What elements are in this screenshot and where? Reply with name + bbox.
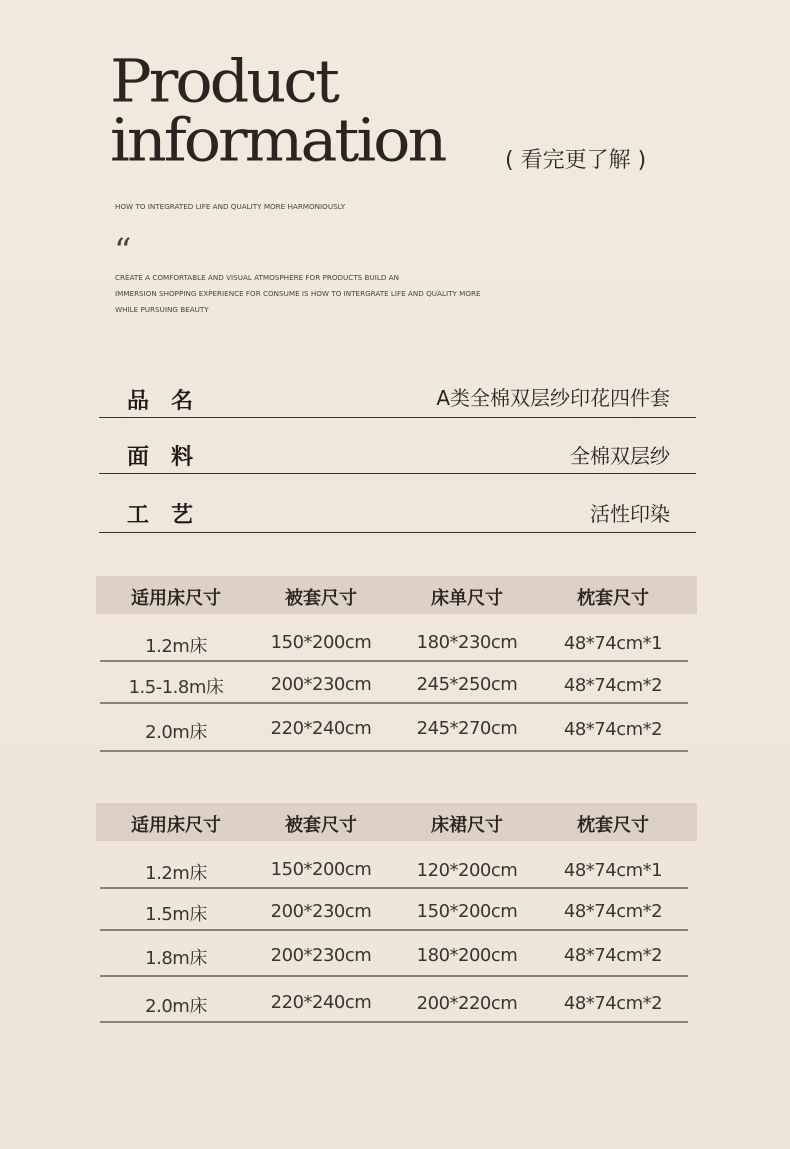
chinese-subtitle: ( 看完更了解 ) xyxy=(505,148,647,173)
header-cell: 枕套尺寸 xyxy=(577,815,649,836)
table-cell: 220*240cm xyxy=(270,718,372,739)
table-header xyxy=(96,803,697,841)
tagline: HOW TO INTEGRATED LIFE AND QUALITY MORE HARMONIOUSLY xyxy=(115,202,346,211)
info-label: 面料 xyxy=(127,445,216,470)
table-row xyxy=(96,841,697,889)
product-info-list xyxy=(99,364,696,533)
header-cell: 适用床尺寸 xyxy=(131,815,221,836)
table-row xyxy=(96,704,697,750)
table-row xyxy=(96,889,697,931)
table-cell: 150*200cm xyxy=(416,901,518,922)
info-value: 全棉双层纱 xyxy=(570,444,670,468)
header-cell: 被套尺寸 xyxy=(285,588,357,609)
table-row xyxy=(96,662,697,704)
table-cell: 245*270cm xyxy=(416,718,518,739)
table-cell: 48*74cm*2 xyxy=(563,719,663,740)
description-line: WHILE PURSUING BEAUTY xyxy=(115,305,209,314)
table-cell: 1.2m床 xyxy=(145,636,207,657)
size-table-sheet xyxy=(96,576,697,750)
header-cell: 床单尺寸 xyxy=(431,588,503,609)
table-cell: 180*200cm xyxy=(416,945,518,966)
info-row-name xyxy=(99,364,696,418)
table-cell: 200*220cm xyxy=(416,993,518,1014)
table-cell: 220*240cm xyxy=(270,992,372,1013)
table-cell: 48*74cm*2 xyxy=(563,945,663,966)
table-cell: 200*230cm xyxy=(270,674,372,695)
size-table-skirt xyxy=(96,803,697,1024)
description-line: IMMERSION SHOPPING EXPERIENCE FOR CONSUME IS HOW TO INTERGRATE LIFE AND QUALITY MORE xyxy=(115,289,481,298)
table-cell: 48*74cm*2 xyxy=(563,675,663,696)
table-cell: 150*200cm xyxy=(270,859,372,880)
info-label: 工艺 xyxy=(127,503,216,528)
header-cell: 适用床尺寸 xyxy=(131,588,221,609)
table-cell: 1.5m床 xyxy=(145,904,207,925)
table-cell: 120*200cm xyxy=(416,860,518,881)
table-cell: 1.8m床 xyxy=(145,948,207,969)
table-cell: 2.0m床 xyxy=(145,996,207,1017)
table-cell: 200*230cm xyxy=(270,901,372,922)
table-cell: 48*74cm*1 xyxy=(563,860,663,881)
quote-mark-icon: “ xyxy=(114,231,132,271)
info-value: 活性印染 xyxy=(590,502,670,526)
table-cell: 245*250cm xyxy=(416,674,518,695)
row-divider xyxy=(100,750,688,752)
table-cell: 180*230cm xyxy=(416,632,518,653)
title-line-1: Product xyxy=(110,46,337,116)
description xyxy=(115,270,481,318)
info-value: A类全棉双层纱印花四件套 xyxy=(436,386,670,410)
info-row-craft xyxy=(99,474,696,533)
page-title xyxy=(110,46,445,175)
header-cell: 床裙尺寸 xyxy=(431,815,503,836)
title-line-2: information xyxy=(110,105,445,175)
table-cell: 1.2m床 xyxy=(145,863,207,884)
table-cell: 48*74cm*2 xyxy=(563,901,663,922)
header-cell: 枕套尺寸 xyxy=(577,588,649,609)
header-cell: 被套尺寸 xyxy=(285,815,357,836)
table-cell: 200*230cm xyxy=(270,945,372,966)
table-row xyxy=(96,614,697,662)
table-cell: 48*74cm*2 xyxy=(563,993,663,1014)
info-label: 品名 xyxy=(127,389,216,414)
table-header xyxy=(96,576,697,614)
table-cell: 1.5-1.8m床 xyxy=(128,677,224,698)
row-divider xyxy=(100,1021,688,1023)
description-line: CREATE A COMFORTABLE AND VISUAL ATMOSPHERE FOR PRODUCTS BUILD AN xyxy=(115,273,399,282)
table-row xyxy=(96,976,697,1024)
table-cell: 2.0m床 xyxy=(145,722,207,743)
table-cell: 48*74cm*1 xyxy=(563,633,663,654)
table-row xyxy=(96,931,697,976)
table-cell: 150*200cm xyxy=(270,632,372,653)
info-row-fabric xyxy=(99,418,696,474)
